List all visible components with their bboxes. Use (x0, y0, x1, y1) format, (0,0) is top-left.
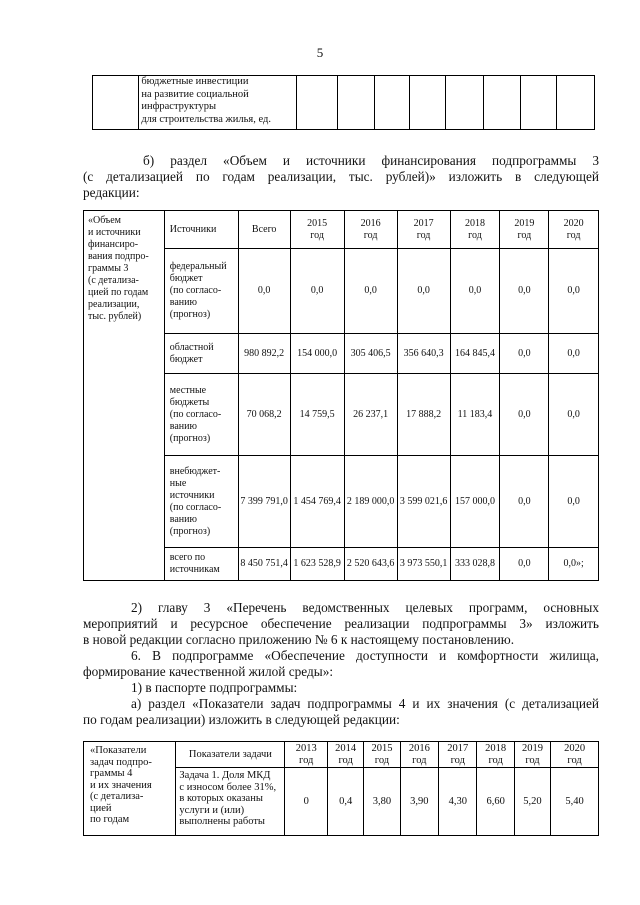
indicator-label-line: на развитие социальной (141, 88, 249, 100)
value-cell: 0 (285, 768, 328, 836)
paragraph-6 (83, 648, 599, 680)
source-cell: внебюджет- ные источники (по согласо- ванию (прогноз) (164, 456, 238, 548)
table-cell (409, 76, 446, 130)
header-year: 2015 год (364, 742, 400, 768)
header-task-indicators: Показатели задачи (176, 742, 285, 768)
paragraph-line: 1) в паспорте подпрограммы: (131, 680, 298, 695)
value-cell: 164 845,4 (450, 334, 500, 374)
paragraph-a (83, 696, 599, 728)
indicators-label-cell: «Показатели задач подпро- граммы 4 и их значения (с детализа- цией по годам (84, 742, 176, 836)
paragraph-line: в новой редакции согласно приложению № 6 к настоящему постановлению. (83, 631, 515, 647)
table-cell (557, 76, 595, 130)
header-year: 2017 год (397, 211, 450, 249)
value-cell: 0,0 (549, 249, 599, 334)
total-cell: 70 068,2 (238, 374, 290, 456)
paragraph-line: редакции: (83, 184, 140, 200)
paragraph-line: а) раздел «Показатели задач подпрограммы 4 и их значения (с детализацией (131, 696, 599, 711)
header-year: 2013 год (285, 742, 328, 768)
header-year: 2019 год (500, 211, 549, 249)
label-line: (с детализа- (88, 275, 139, 286)
value-cell: 0,0 (450, 249, 500, 334)
value-cell: 3 599 021,6 (397, 456, 450, 548)
value-cell: 0,0 (500, 249, 549, 334)
indicator-label-line: инфраструктуры (141, 101, 217, 112)
value-cell: 0,0 (500, 334, 549, 374)
value-cell: 0,0 (500, 374, 549, 456)
source-cell: местные бюджеты (по согласо- ванию (прогноз) (164, 374, 238, 456)
total-cell: 7 399 791,0 (238, 456, 290, 548)
value-cell: 1 454 769,4 (290, 456, 344, 548)
paragraph-b (83, 153, 599, 200)
value-cell: 333 028,8 (450, 548, 500, 581)
table-row (93, 76, 595, 130)
indicator-label-cell (139, 76, 297, 130)
page-number: 5 (316, 45, 324, 60)
table-continuation (92, 75, 595, 130)
value-cell: 3 973 550,1 (397, 548, 450, 581)
value-cell: 154 000,0 (290, 334, 344, 374)
value-cell: 157 000,0 (450, 456, 500, 548)
value-cell: 0,0 (549, 334, 599, 374)
label-line: «Объем (88, 215, 121, 226)
table-cell (483, 76, 520, 130)
value-cell: 2 520 643,6 (344, 548, 397, 581)
table-cell (446, 76, 484, 130)
task-cell: Задача 1. Доля МКД с износом более 31%, в которых оказаны услуги и (или) выполнены работы (176, 768, 285, 836)
table-header-row (84, 211, 599, 249)
financing-table (83, 210, 599, 581)
indicator-label-line: бюджетные инвестиции (141, 76, 249, 87)
table-cell (338, 76, 375, 130)
table-cell (520, 76, 557, 130)
value-cell: 3,90 (400, 768, 438, 836)
value-cell: 0,0 (500, 456, 549, 548)
table-cell (93, 76, 139, 130)
table-cell (297, 76, 338, 130)
value-cell: 4,30 (439, 768, 477, 836)
value-cell: 0,0 (549, 456, 599, 548)
paragraph-2 (83, 600, 599, 647)
source-cell: областной бюджет (164, 334, 238, 374)
value-cell: 0,0 (397, 249, 450, 334)
header-year: 2018 год (477, 742, 514, 768)
value-cell: 0,4 (327, 768, 363, 836)
header-year: 2015 год (290, 211, 344, 249)
value-cell: 356 640,3 (397, 334, 450, 374)
paragraph-line: (с детализацией по годам реализации, тыс. рублей)» изложить в следующей (83, 168, 599, 184)
label-line: реализации, (88, 299, 140, 310)
value-cell: 0,0 (500, 548, 549, 581)
header-total: Всего (238, 211, 290, 249)
header-year: 2016 год (344, 211, 397, 249)
header-year: 2018 год (450, 211, 500, 249)
value-cell: 2 189 000,0 (344, 456, 397, 548)
header-sources: Источники (164, 211, 238, 249)
indicators-table (83, 741, 599, 836)
label-line: граммы 3 (88, 263, 129, 274)
value-cell: 5,20 (514, 768, 550, 836)
indicator-label-line: для строительства жилья, ед. (141, 113, 271, 125)
header-year: 2020 год (549, 211, 599, 249)
value-cell: 0,0 (344, 249, 397, 334)
header-year: 2020 год (551, 742, 599, 768)
header-year: 2017 год (439, 742, 477, 768)
paragraph-1 (131, 680, 599, 696)
paragraph-line: б) раздел «Объем и источники финансирования подпрограммы 3 (143, 153, 599, 168)
source-cell: всего по источникам (164, 548, 238, 581)
total-cell: 0,0 (238, 249, 290, 334)
value-cell: 14 759,5 (290, 374, 344, 456)
subprogram-label-cell (84, 211, 165, 581)
table-header-row (84, 742, 599, 768)
value-cell: 305 406,5 (344, 334, 397, 374)
value-cell: 3,80 (364, 768, 400, 836)
header-year: 2014 год (327, 742, 363, 768)
value-cell: 0,0 (290, 249, 344, 334)
label-line: вания подпро- (88, 251, 149, 262)
paragraph-line: 2) главу 3 «Перечень ведомственных целевых программ, основных (131, 600, 599, 615)
header-year: 2016 год (400, 742, 438, 768)
total-cell: 8 450 751,4 (238, 548, 290, 581)
label-line: тыс. рублей) (88, 311, 142, 322)
paragraph-line: 6. В подпрограмме «Обеспечение доступности и комфортности жилища, (131, 648, 599, 663)
table-cell (374, 76, 409, 130)
source-cell: федеральный бюджет (по согласо- ванию (прогноз) (164, 249, 238, 334)
value-cell: 11 183,4 (450, 374, 500, 456)
label-line: финансиро- (88, 239, 139, 250)
value-cell: 6,60 (477, 768, 514, 836)
total-cell: 980 892,2 (238, 334, 290, 374)
value-cell: 5,40 (551, 768, 599, 836)
value-cell: 0,0 (549, 374, 599, 456)
value-cell: 1 623 528,9 (290, 548, 344, 581)
value-cell: 26 237,1 (344, 374, 397, 456)
header-year: 2019 год (514, 742, 550, 768)
value-cell: 0,0»; (549, 548, 599, 581)
paragraph-line: формирование качественной жилой среды»: (83, 663, 334, 679)
label-line: цией по годам (88, 287, 149, 298)
label-line: и источники (88, 227, 141, 238)
paragraph-line: мероприятий и ресурсное обеспечение реализации подпрограммы 3» изложить (83, 615, 599, 631)
paragraph-line: по годам реализации) изложить в следующей редакции: (83, 711, 400, 727)
value-cell: 17 888,2 (397, 374, 450, 456)
